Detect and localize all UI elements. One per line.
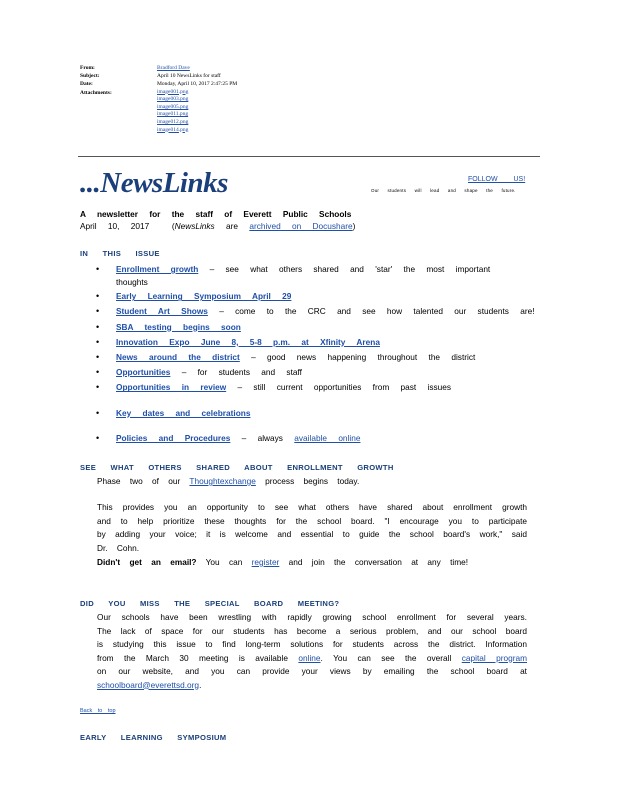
attachments-list	[157, 89, 357, 135]
section-heading-enrollment: SEE WHAT OTHERS SHARED ABOUT ENROLLMENT GROWTH	[80, 463, 394, 472]
policies-online-link[interactable]: available online	[294, 432, 361, 443]
header-divider	[78, 156, 540, 157]
attachment-link[interactable]: image001.png	[157, 88, 189, 95]
attachment-link[interactable]: image012.png	[157, 118, 189, 125]
list-item: • Policies and Procedures – always available online	[96, 431, 535, 446]
section-heading-symposium: EARLY LEARNING SYMPOSIUM	[80, 733, 227, 742]
toc-link-innovation-expo[interactable]: Innovation Expo June 8, 5-8 p.m. at Xfinity Arena	[116, 336, 380, 347]
from-sender-link[interactable]: Bradford Dave	[157, 65, 190, 71]
date-value: Monday, April 10, 2017 2:47:25 PM	[157, 81, 238, 88]
subject-label: Subject:	[80, 73, 100, 80]
subject-value: April 10 NewsLinks for staff	[157, 73, 221, 80]
thoughtexchange-link[interactable]: Thoughtexchange	[189, 476, 256, 486]
list-item	[96, 335, 535, 350]
archive-link[interactable]: archived on Docushare	[249, 221, 353, 231]
register-link[interactable]: register	[251, 557, 280, 567]
capital-program-link[interactable]: capital program	[461, 652, 527, 663]
school-board-email-link[interactable]: schoolboard@everettsd.org	[97, 679, 200, 690]
enrollment-intro: Phase two of our Thoughtexchange process begins today.	[97, 476, 360, 486]
meeting-online-link[interactable]: online	[298, 652, 321, 663]
issue-date-line: April 10, 2017 (NewsLinks are archived on Docushare)	[80, 221, 356, 231]
list-item-continuation: thoughts	[116, 277, 148, 288]
toc-link-opportunities-review[interactable]: Opportunities in review	[116, 382, 227, 393]
toc-link-symposium[interactable]: Early Learning Symposium April 29	[116, 291, 292, 302]
toc-link-art-shows[interactable]: Student Art Shows	[116, 306, 208, 317]
enrollment-register: Didn't get an email? You can register and join the conversation at any time!	[97, 557, 469, 567]
attachments-label: Attachments:	[80, 89, 112, 96]
from-label: From:	[80, 65, 95, 71]
toc-link-news[interactable]: News around the district	[116, 351, 240, 362]
list-item: • Student Art Shows – come to the CRC and see how talented our students are!	[96, 304, 535, 319]
issue-contents-list	[96, 262, 535, 446]
attachment-link[interactable]: image011.png	[157, 111, 189, 118]
date-label: Date:	[80, 81, 93, 88]
toc-link-policies[interactable]: Policies and Procedures	[116, 432, 231, 443]
list-item: • Enrollment growth – see what others shared and 'star' the most important	[96, 262, 535, 277]
toc-link-opportunities[interactable]: Opportunities	[116, 367, 171, 378]
district-tagline: Our students will lead and shape the future.	[371, 188, 516, 193]
list-item	[96, 320, 535, 335]
section-heading-board-meeting: DID YOU MISS THE SPECIAL BOARD MEETING?	[80, 599, 340, 608]
back-to-top-link[interactable]: Back to top	[80, 708, 116, 714]
newsletter-logo: ...NewsLinks	[80, 167, 228, 199]
section-heading-in-this-issue: IN THIS ISSUE	[80, 249, 160, 258]
attachment-link[interactable]: image005.png	[157, 103, 189, 110]
toc-link-key-dates[interactable]: Key dates and celebrations	[116, 407, 251, 418]
list-item: • Opportunities – for students and staff	[96, 365, 535, 380]
list-item: • Opportunities in review – still current opportunities from past issues	[96, 380, 535, 395]
email-header	[80, 64, 357, 134]
enrollment-body: This provides you an opportunity to see what others have shared about enrollment growth and to help prioritize these thoughts for the school board. "I encourage you to participate by adding your voice; it is welcome and essential to guide the school board's work," said Dr. Cohn.	[97, 502, 527, 553]
list-item	[96, 406, 535, 421]
newsletter-subtitle: A newsletter for the staff of Everett Public Schools	[80, 209, 352, 219]
follow-us-link[interactable]: FOLLOW US!	[468, 176, 526, 183]
issue-date: April 10, 2017	[80, 221, 150, 231]
toc-link-sba-testing[interactable]: SBA testing begins soon	[116, 321, 241, 332]
publication-name: NewsLinks	[174, 221, 215, 231]
attachment-link[interactable]: image003.png	[157, 96, 189, 103]
board-meeting-body: Our schools have been wrestling with rapidly growing school enrollment for several years. The lack of space for our students has become a serious problem, and our school board is studying this issue to find long-term solutions for students across the district. Information from the March 30 meeting is available online. You can see the overall capital program on our website, and you can provide your views by emailing the school board at schoolboard@everettsd.org.	[97, 612, 527, 690]
list-item	[96, 289, 535, 304]
toc-link-enrollment[interactable]: Enrollment growth	[116, 264, 199, 274]
list-item: • News around the district – good news happening throughout the district	[96, 350, 535, 365]
attachment-link[interactable]: image014.png	[157, 126, 189, 133]
